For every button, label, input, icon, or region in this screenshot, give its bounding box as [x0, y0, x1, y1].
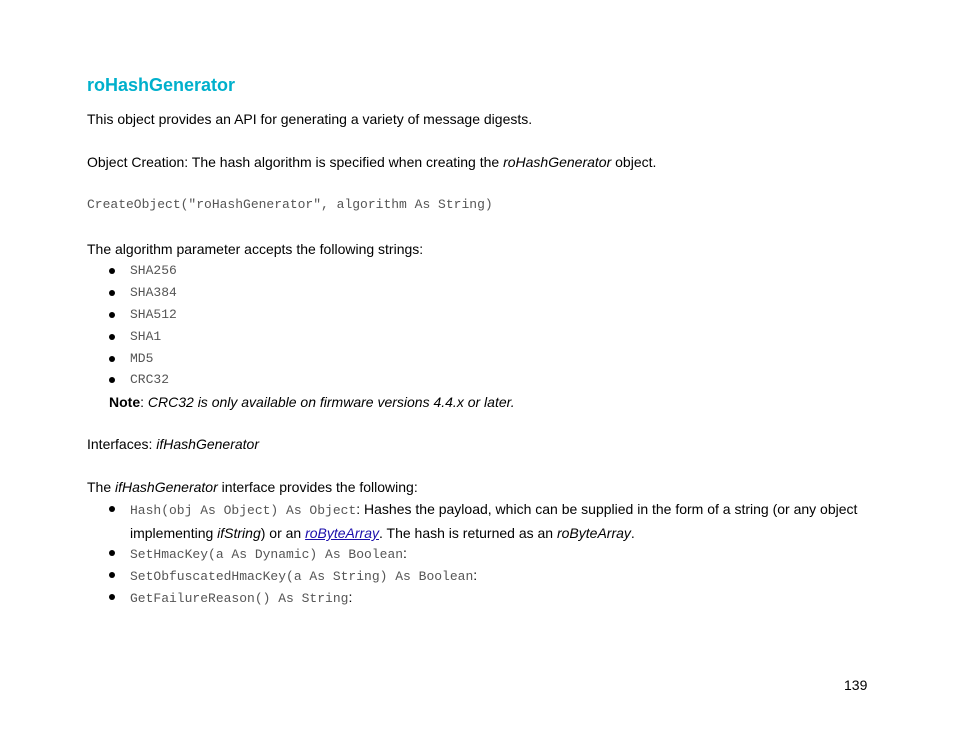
creation-object-name: roHashGenerator	[503, 154, 612, 170]
method-line	[130, 586, 352, 610]
creation-paragraph	[87, 151, 656, 173]
interfaces-name: ifHashGenerator	[156, 436, 259, 452]
creation-prefix: Object Creation: The hash algorithm is specified when creating the	[87, 154, 504, 170]
method-colon: :	[403, 545, 407, 561]
intro-paragraph: This object provides an API for generating a variety of message digests.	[87, 111, 533, 127]
bullet-icon	[109, 356, 115, 362]
provides-interface-name: ifHashGenerator	[115, 479, 218, 495]
creation-suffix: object.	[611, 154, 657, 170]
bullet-icon	[109, 268, 115, 274]
method-desc-part: . The hash is returned as an	[379, 525, 557, 541]
provides-prefix: The	[87, 479, 116, 495]
bullet-icon	[109, 290, 115, 296]
list-item	[109, 498, 869, 542]
method-desc-part: ) or an	[260, 525, 306, 541]
ifstring-ref: ifString	[217, 525, 261, 541]
robytearray-ref: roByteArray	[556, 525, 631, 541]
algorithm-name: SHA384	[130, 285, 177, 300]
algorithm-name: SHA512	[130, 307, 177, 322]
method-line	[130, 542, 407, 566]
page-title: roHashGenerator	[87, 75, 236, 95]
method-signature: SetHmacKey(a As Dynamic) As Boolean	[130, 547, 404, 562]
interfaces-line	[87, 433, 259, 455]
algorithm-name: SHA1	[130, 329, 162, 344]
method-signature: SetObfuscatedHmacKey(a As String) As Boolean	[130, 569, 474, 584]
bullet-icon	[109, 506, 115, 512]
method-colon: :	[348, 589, 353, 605]
algorithm-intro: The algorithm parameter accepts the following strings:	[87, 241, 424, 257]
note-text: CRC32 is only available on firmware versions 4.4.x or later.	[147, 394, 515, 410]
create-object-code: CreateObject("roHashGenerator", algorithm As String)	[87, 197, 493, 212]
method-colon: :	[473, 567, 478, 583]
provides-suffix: interface provides the following:	[217, 479, 418, 495]
method-signature: Hash(obj As Object) As Object	[130, 503, 357, 518]
method-desc-part: .	[630, 525, 635, 541]
method-signature: GetFailureReason() As String	[130, 591, 349, 606]
method-description	[130, 498, 870, 544]
bullet-icon	[109, 334, 115, 340]
method-desc-part: : Hashes the payload, which can be supplied in the form of a string (or any object implementing	[130, 501, 858, 541]
bullet-icon	[109, 594, 115, 600]
interfaces-prefix: Interfaces:	[87, 436, 157, 452]
algorithm-name: SHA256	[130, 263, 177, 278]
note-separator: :	[140, 394, 148, 410]
bullet-icon	[109, 377, 115, 383]
algorithm-name: MD5	[130, 351, 154, 366]
bullet-icon	[109, 572, 115, 578]
note	[109, 391, 515, 413]
algorithm-name: CRC32	[130, 372, 170, 387]
method-line	[130, 564, 477, 588]
note-label: Note	[109, 394, 141, 410]
page-number: 139	[844, 677, 868, 693]
provides-line	[87, 476, 418, 498]
bullet-icon	[109, 312, 115, 318]
bullet-icon	[109, 550, 115, 556]
robytearray-link[interactable]: roByteArray	[305, 525, 380, 541]
